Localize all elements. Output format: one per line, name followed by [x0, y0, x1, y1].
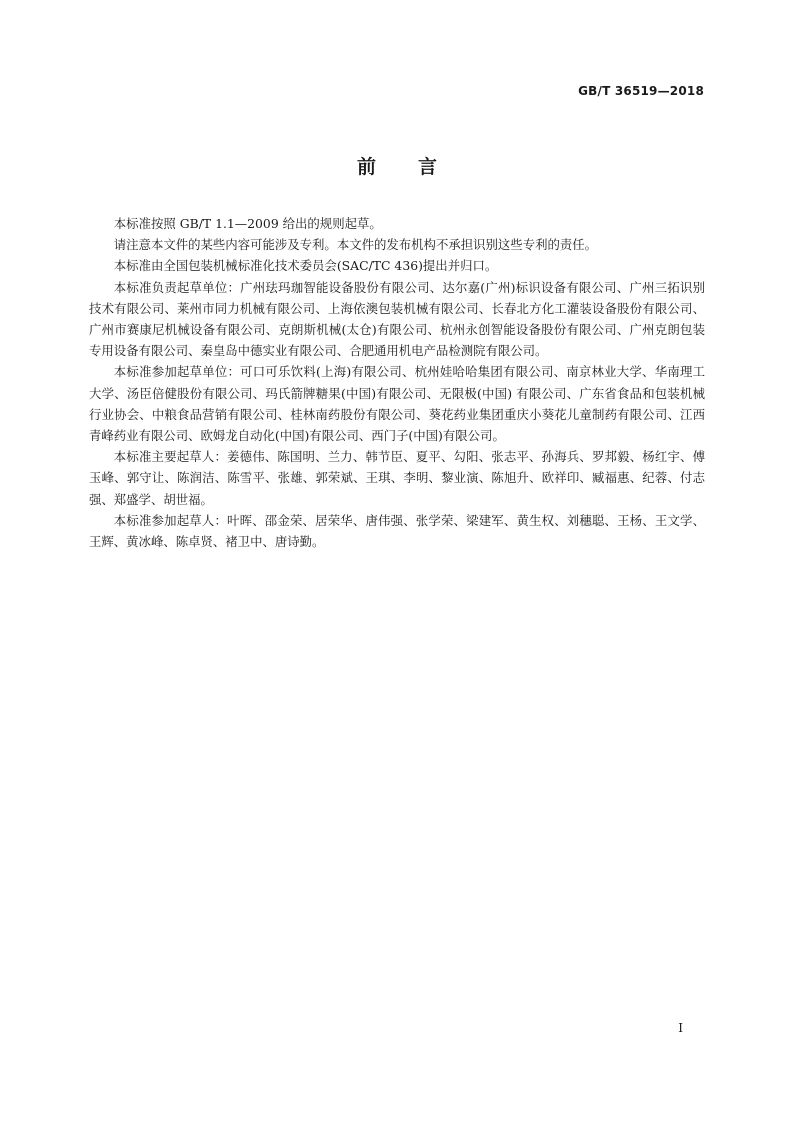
paragraph-drafting-rules: 本标准按照 GB/T 1.1—2009 给出的规则起草。 [113, 216, 382, 231]
paragraph-main-drafting-units: 本标准负责起草单位：广州珐玛珈智能设备股份有限公司、达尔嘉(广州)标识设备有限公司、广州三拓识别技术有限公司、莱州市同力机械有限公司、上海依澳包装机械有限公司、长春北方化工灌装设备股份有限公司、广州市赛康尼机械设备有限公司、克朗斯机械(太仓)有限公司、杭州永创智能设备股份有限公司、广州克朗包装专用设备有限公司、秦皇岛中德实业有限公司、合肥通用机电产品检测院有限公司。 [89, 279, 705, 359]
paragraph-main-drafters: 本标准主要起草人：姜德伟、陈国明、兰力、韩节臣、夏平、勾阳、张志平、孙海兵、罗邦毅、杨红宇、傅玉峰、郭守让、陈润洁、陈雪平、张雄、郭荣斌、王琪、李明、黎业演、陈旭升、欧祥印、臧福惠、纪蓉、付志强、郑盛学、胡世福。 [89, 449, 705, 507]
standard-code: GB/T 36519—2018 [578, 84, 704, 98]
paragraph-proposer: 本标准由全国包装机械标准化技术委员会(SAC/TC 436)提出并归口。 [113, 258, 498, 274]
page-title: 前言 [356, 156, 479, 178]
paragraph-participating-units: 本标准参加起草单位：可口可乐饮料(上海)有限公司、杭州娃哈哈集团有限公司、南京林业大学、华南理工大学、汤臣倍健股份有限公司、玛氏箭牌糖果(中国)有限公司、无限极(中国) 有限公司、广东省食品和包装机械行业协会、中粮食品营销有限公司、桂林南药股份有限公司、葵花药业集团重庆小葵花儿童制药有限公司、江西青峰药业有限公司、欧姆龙自动化(中国)有限公司、西门子(中国)有限公司。 [89, 364, 705, 444]
page-number: I [678, 1021, 683, 1035]
paragraph-patent-notice: 请注意本文件的某些内容可能涉及专利。本文件的发布机构不承担识别这些专利的责任。 [113, 237, 598, 253]
foreword-body [89, 213, 705, 552]
paragraph-participating-drafters: 本标准参加起草人：叶晖、邵金荣、居荣华、唐伟强、张学荣、梁建军、黄生权、刘穗聪、王杨、王文学、王辉、黄冰峰、陈卓贤、褚卫中、唐诗勤。 [89, 512, 705, 550]
